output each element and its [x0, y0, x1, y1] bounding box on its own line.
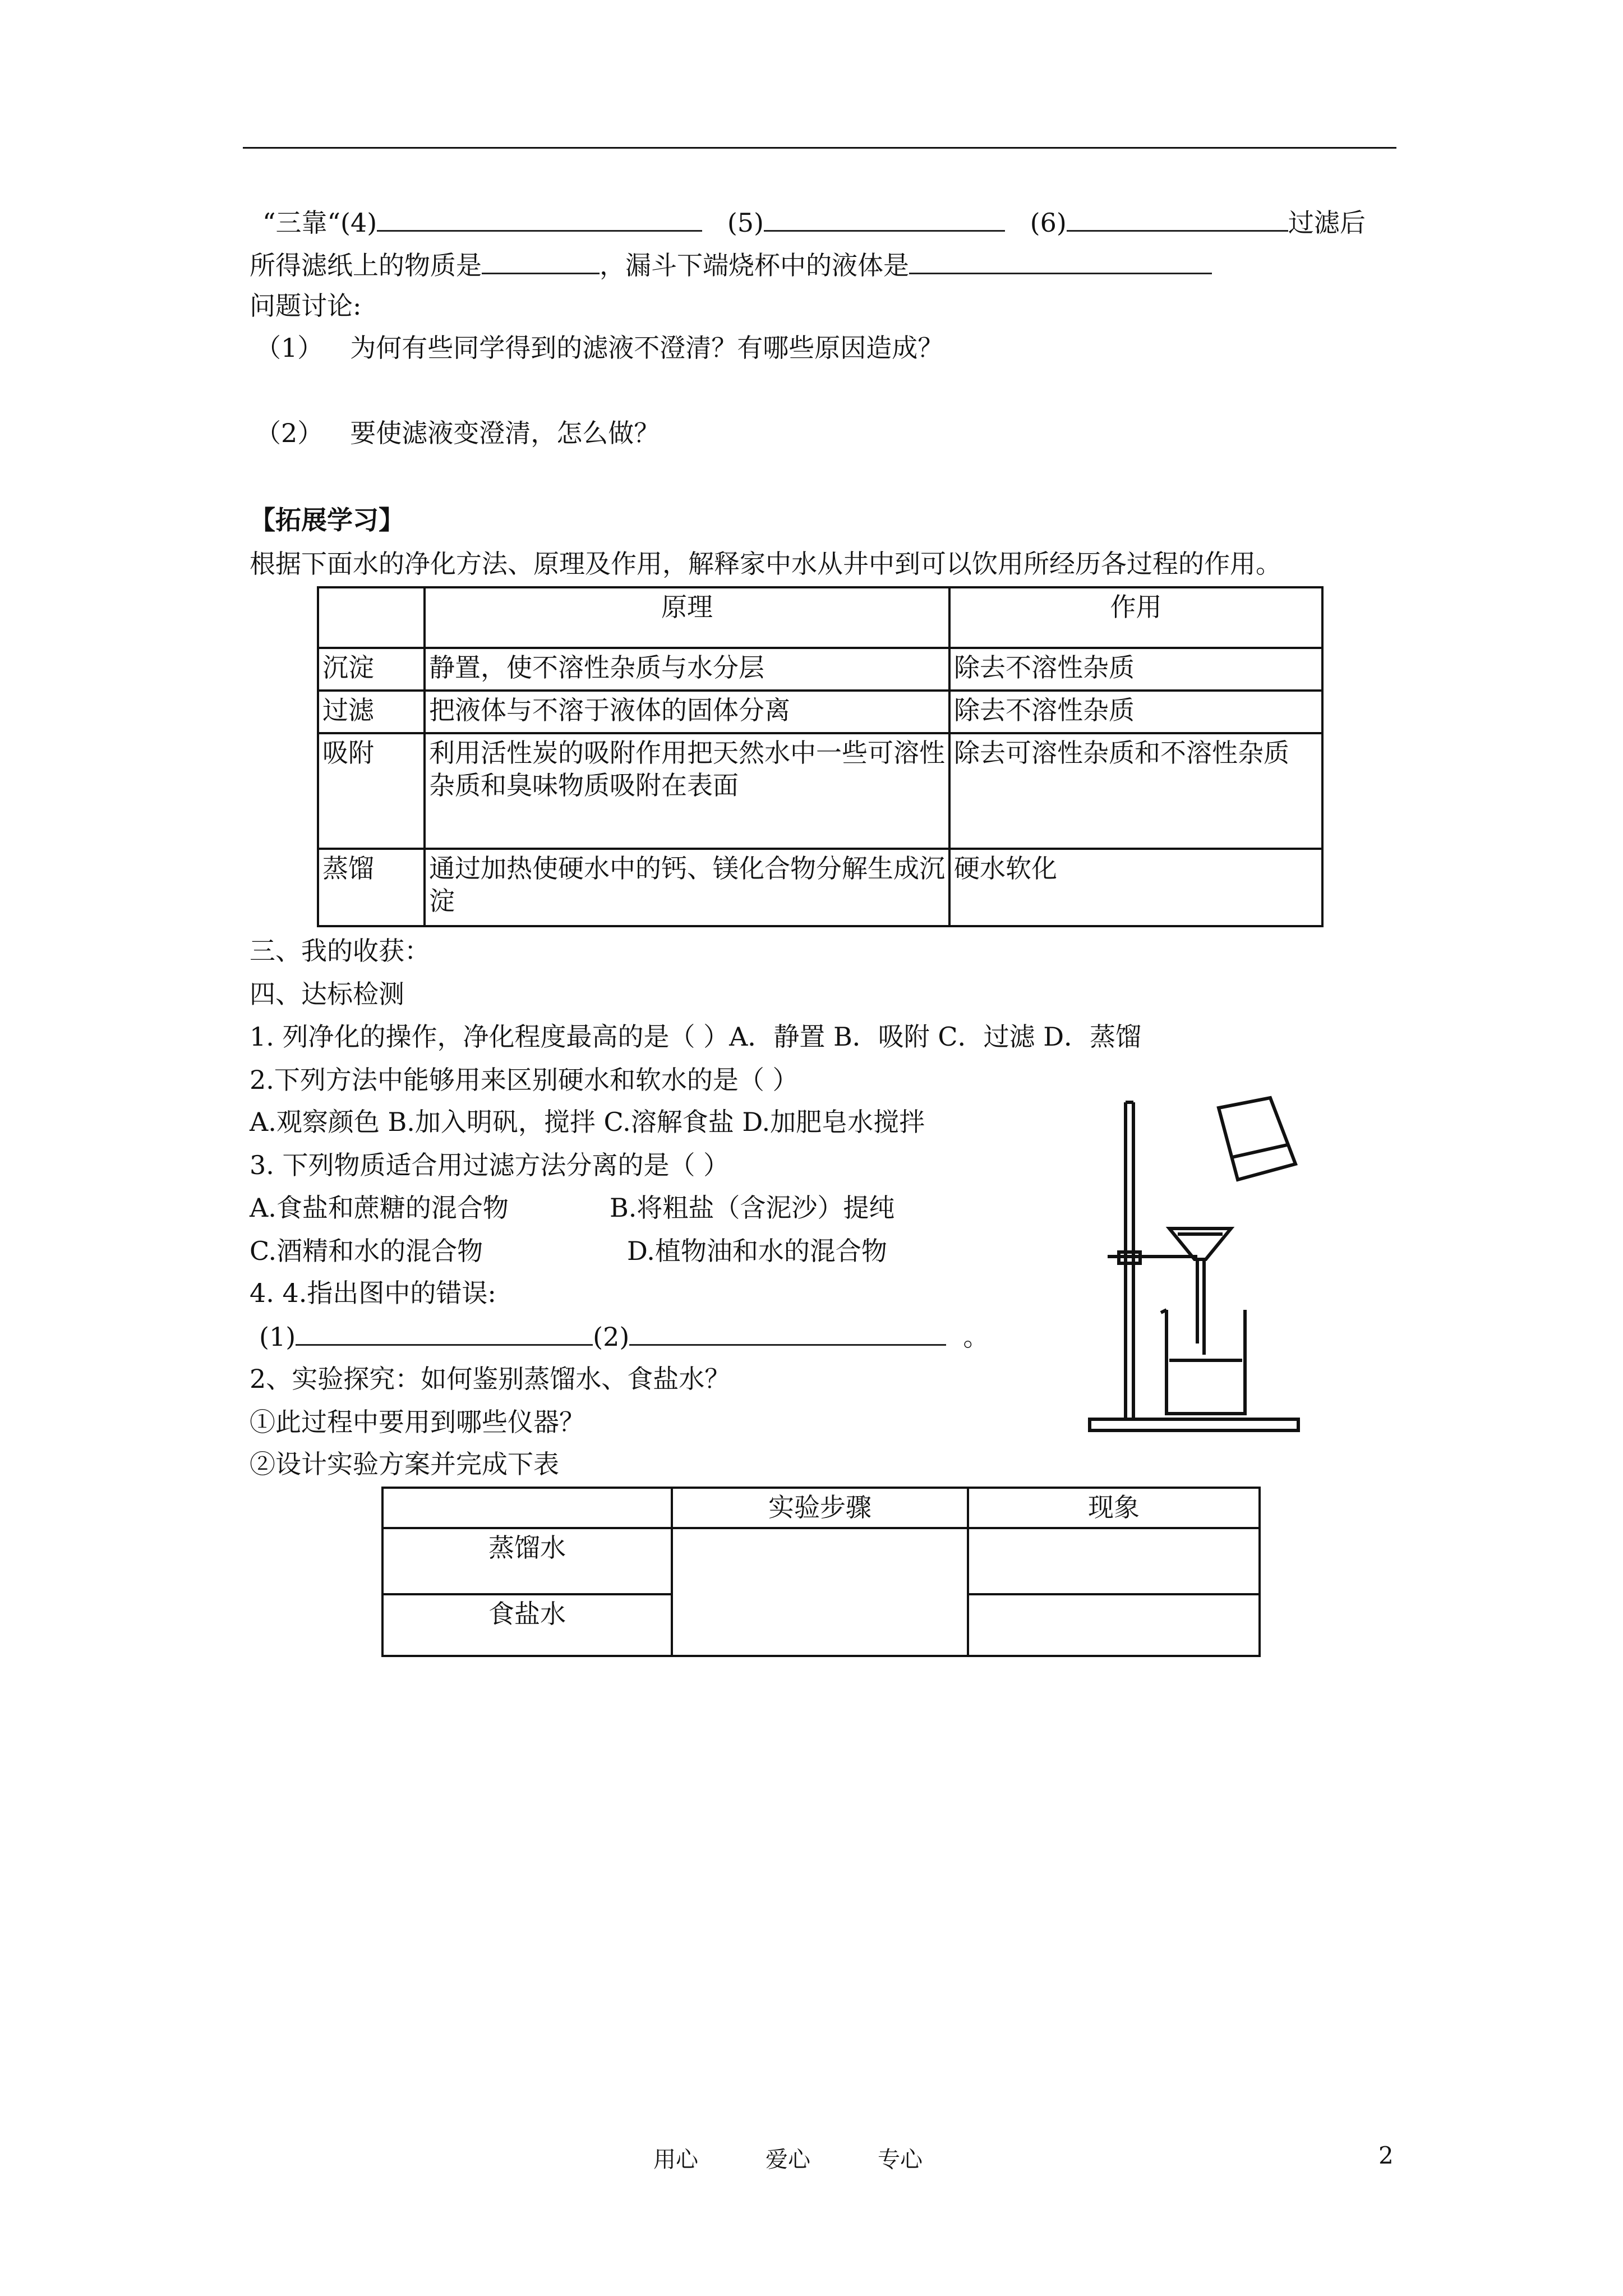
table-cell: 沉淀	[318, 648, 425, 691]
test-q3-option-b: B.将粗盐（含泥沙）提纯	[610, 1193, 895, 1223]
blank-4[interactable]	[377, 205, 702, 232]
table-header-cell: 作用	[949, 587, 1322, 648]
blank-label-6: (6)	[1030, 208, 1067, 238]
test-q4-blanks: (1) (2) 。	[259, 1319, 989, 1354]
table-cell: 过滤	[318, 691, 425, 733]
extension-intro: 根据下面水的净化方法、原理及作用，解释家中水从井中到可以饮用所经历各过程的作用。	[250, 549, 1281, 579]
test-q3: 3. 下列物质适合用过滤方法分离的是（ ）	[250, 1150, 730, 1180]
test-q3-option-a: A.食盐和蔗糖的混合物	[250, 1193, 509, 1223]
table-header-cell: 原理	[425, 587, 949, 648]
discussion-q1: （1） 为何有些同学得到的滤液不澄清？有哪些原因造成？	[255, 333, 944, 363]
blank-error-1[interactable]	[296, 1319, 593, 1346]
table-cell: 除去不溶性杂质	[949, 648, 1322, 691]
table-cell: 把液体与不溶于液体的固体分离	[425, 691, 949, 733]
purification-table	[317, 586, 1324, 927]
phenomenon-input-distilled[interactable]	[968, 1528, 1260, 1594]
table-cell: 通过加热使硬水中的钙、镁化合物分解生成沉淀	[425, 849, 949, 926]
test-q2-options: A.观察颜色 B.加入明矾，搅拌 C.溶解食盐 D.加肥皂水搅拌	[250, 1107, 925, 1137]
table-cell: 除去不溶性杂质	[949, 691, 1322, 733]
table-cell: 吸附	[318, 733, 425, 849]
blank-label-4: (4)	[340, 208, 377, 238]
blank-filter-paper[interactable]	[482, 248, 600, 274]
filtration-apparatus-icon	[1085, 1091, 1321, 1439]
blank-error-2[interactable]	[629, 1319, 946, 1346]
test-title: 四、达标检测	[250, 979, 404, 1009]
table-header-cell: 现象	[968, 1488, 1260, 1528]
blank-beaker-liquid[interactable]	[909, 248, 1212, 274]
table-cell: 蒸馏	[318, 849, 425, 926]
test-q2: 2.下列方法中能够用来区别硬水和软水的是（ ）	[250, 1065, 799, 1095]
discussion-q2: （2） 要使滤液变澄清，怎么做？	[255, 418, 660, 448]
table-cell: 利用活性炭的吸附作用把天然水中一些可溶性杂质和臭味物质吸附在表面	[425, 733, 949, 849]
test-q4: 4. 4.指出图中的错误:	[250, 1278, 496, 1308]
header-rule	[243, 147, 1396, 149]
sample-cell-salt: 食盐水	[382, 1594, 672, 1656]
experiment-title: 2、实验探究：如何鉴别蒸馏水、食盐水？	[250, 1364, 731, 1394]
blank-label-5: (5)	[727, 208, 764, 238]
blank-6[interactable]	[1067, 205, 1288, 232]
footer: 用心 爱心 专心	[653, 2147, 923, 2173]
page-number: 2	[1378, 2142, 1394, 2169]
experiment-table	[381, 1487, 1261, 1657]
steps-input-cell[interactable]	[672, 1528, 968, 1656]
sample-cell-distilled: 蒸馏水	[382, 1528, 672, 1594]
table-header-cell	[382, 1488, 672, 1528]
three-rely-line: “三靠“(4) (5) (6) 过滤后	[262, 205, 1366, 240]
table-header-cell: 实验步骤	[672, 1488, 968, 1528]
table-header-cell	[318, 587, 425, 648]
test-q3-option-d: D.植物油和水的混合物	[627, 1236, 887, 1266]
extension-title: 【拓展学习】	[250, 505, 404, 535]
discussion-title: 问题讨论:	[250, 291, 362, 321]
test-q1: 1. 列净化的操作，净化程度最高的是（ ）A．静置 B．吸附 C．过滤 D．蒸馏	[250, 1022, 1142, 1052]
blank-5[interactable]	[764, 205, 1005, 232]
harvest-title: 三、我的收获：	[250, 936, 430, 966]
test-q3-option-c: C.酒精和水的混合物	[250, 1236, 483, 1266]
table-cell: 除去可溶性杂质和不溶性杂质	[949, 733, 1322, 849]
table-cell: 硬水软化	[949, 849, 1322, 926]
table-cell: 静置，使不溶性杂质与水分层	[425, 648, 949, 691]
phenomenon-input-salt[interactable]	[968, 1594, 1260, 1656]
experiment-step-2: ②设计实验方案并完成下表	[250, 1449, 559, 1479]
experiment-step-1: ①此过程中要用到哪些仪器？	[250, 1407, 585, 1437]
filter-result-line: 所得滤纸上的物质是 ，漏斗下端烧杯中的液体是	[250, 248, 1212, 282]
